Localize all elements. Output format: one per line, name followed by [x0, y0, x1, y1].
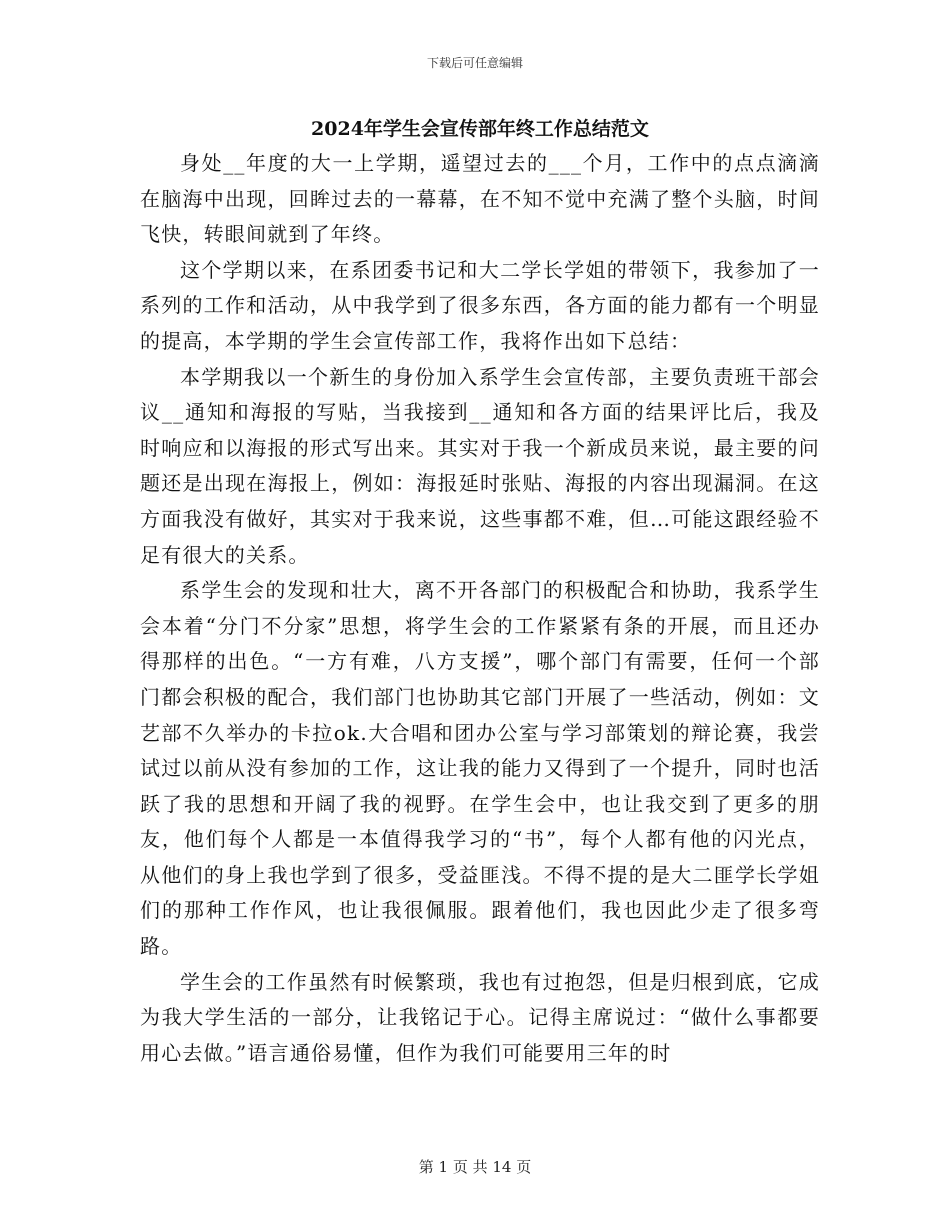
- paragraph-4: 系学生会的发现和壮大，离不开各部门的积极配合和协助，我系学生会本着“分门不分家”思想，将学生会的工作紧紧有条的开展，而且还办得那样的出色。“一方有难，八方支援”，哪个部门有需要，任何一个部门都会积极的配合，我们部门也协助其它部门开展了一些活动，例如：文艺部不久举办的卡拉ok.大合唱和团办公室与学习部策划的辩论赛，我尝试过以前从没有参加的工作，这让我的能力又得到了一个提升，同时也活跃了我的思想和开阔了我的视野。在学生会中，也让我交到了更多的朋友，他们每个人都是一本值得我学习的“书”，每个人都有他的闪光点，从他们的身上我也学到了很多，受益匪浅。不得不提的是大二匪学长学姐们的那种工作作风，也让我很佩服。跟着他们，我也因此少走了很多弯路。: [140, 578, 820, 959]
- paragraph-1: 身处__年度的大一上学期，遥望过去的___个月，工作中的点点滴滴在脑海中出现，回眸过去的一幕幕，在不知不觉中充满了整个头脑，时间飞快，转眼间就到了年终。: [140, 151, 820, 247]
- header-note: 下载后可任意编辑: [426, 56, 523, 70]
- document-body: [140, 146, 820, 1071]
- paragraph-3: 本学期我以一个新生的身份加入系学生会宣传部，主要负责班干部会议__通知和海报的写贴，当我接到__通知和各方面的结果评比后，我及时响应和以海报的形式写出来。其实对于我一个新成员来说，最主要的问题还是出现在海报上，例如：海报延时张贴、海报的内容出现漏洞。在这方面我没有做好，其实对于我来说，这些事都不难，但…可能这跟经验不足有很大的关系。: [140, 364, 820, 567]
- paragraph-5: 学生会的工作虽然有时候繁琐，我也有过抱怨，但是归根到底，它成为我大学生活的一部分，让我铭记于心。记得主席说过：“做什么事都要用心去做。”语言通俗易懂，但作为我们可能要用三年的时: [140, 969, 820, 1065]
- document-title: 2024年学生会宣传部年终工作总结范文: [311, 118, 649, 140]
- page-number: 第 1 页 共 14 页: [418, 1158, 532, 1176]
- paragraph-2: 这个学期以来，在系团委书记和大二学长学姐的带领下，我参加了一系列的工作和活动，从中我学到了很多东西，各方面的能力都有一个明显的提高，本学期的学生会宣传部工作，我将作出如下总结：: [140, 257, 820, 353]
